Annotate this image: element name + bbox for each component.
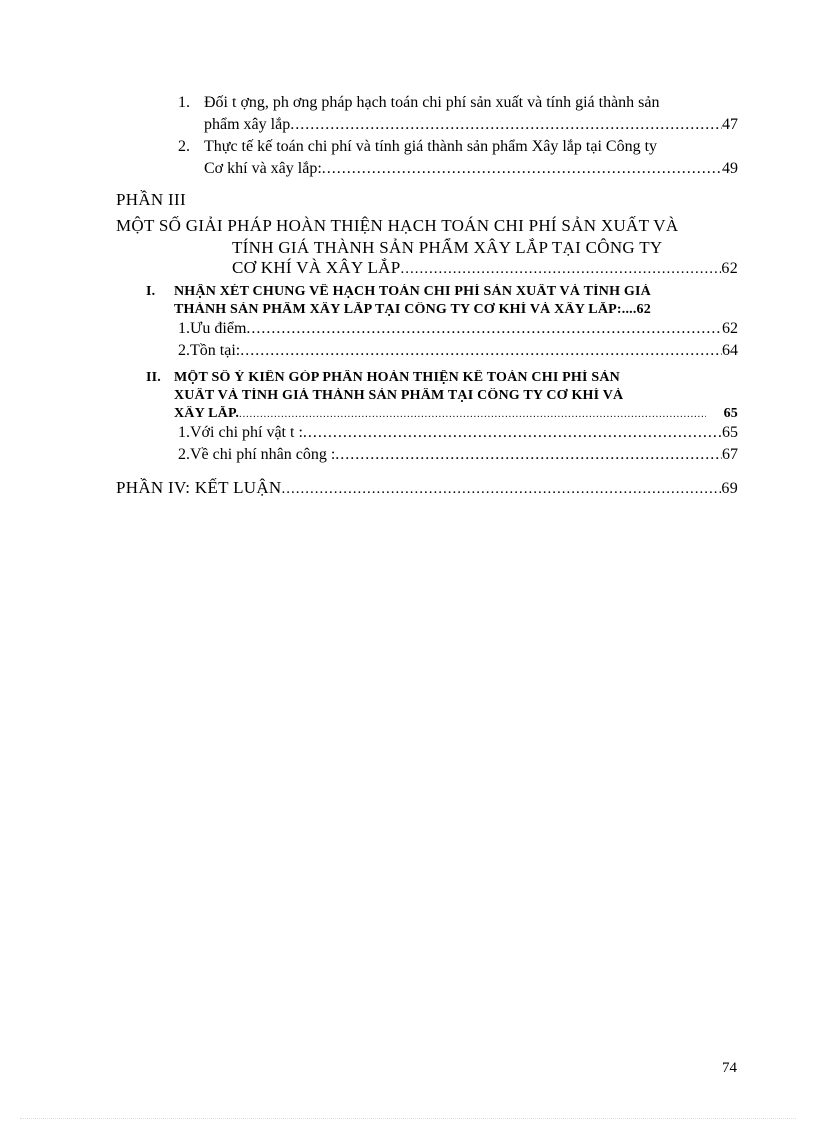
part-3-title-line3[interactable] xyxy=(232,258,738,278)
toc-item-3-1-1[interactable] xyxy=(178,320,738,338)
section-title: XÂY LẮP. xyxy=(174,406,240,421)
toc-item-text: Đối t ợng, ph ơng pháp hạch toán chi phí sản xuất và tính giá thành sản xyxy=(204,94,660,111)
section-1-line2[interactable] xyxy=(174,302,738,318)
part-title-text: CƠ KHÍ VÀ XÂY LẮP xyxy=(232,258,401,277)
part-title-text: PHẦN IV: KẾT LUẬN xyxy=(116,478,282,497)
section-number: I. xyxy=(146,284,156,299)
toc-page-number: 65 xyxy=(722,424,738,441)
toc-item-3-2-2[interactable] xyxy=(178,446,738,464)
section-2-line2 xyxy=(174,388,738,404)
toc-item-text: phẩm xây lắp xyxy=(204,116,291,133)
toc-page-number: 47 xyxy=(722,116,738,133)
toc-item-number: 2. xyxy=(178,342,190,359)
section-1-line1 xyxy=(146,284,738,300)
section-2-line3[interactable] xyxy=(174,406,738,422)
toc-item-number: 2. xyxy=(178,138,190,155)
dot-leader xyxy=(401,261,722,278)
toc-item-number: 1. xyxy=(178,320,190,337)
dot-leader xyxy=(335,446,722,464)
toc-item-text: Ưu điểm xyxy=(190,320,247,337)
dot-leader xyxy=(246,320,722,338)
toc-page-number: 62 xyxy=(722,320,738,337)
toc-page-number: 62 xyxy=(721,260,738,277)
part-label-text: PHẦN III xyxy=(116,190,186,209)
section-title: XUẤT VÀ TÍNH GIÁ THÀNH SẢN PHẨM TẠI CÔNG TY CƠ KHÍ VÀ xyxy=(174,388,624,403)
toc-item-text: Thực tế kế toán chi phí và tính giá thành sản phẩm Xây lắp tại Công ty xyxy=(204,138,658,155)
toc-item-text: Về chi phí nhân công : xyxy=(190,446,336,463)
section-title: THÀNH SẢN PHẨM XÂY LẮP TẠI CÔNG TY CƠ KHÍ VÀ XÂY LẮP:....62 xyxy=(174,302,651,317)
toc-item-2-1-line1 xyxy=(178,94,738,112)
toc-page-number: 64 xyxy=(722,342,738,359)
toc-item-2-1-line2[interactable] xyxy=(204,116,738,134)
toc-page-number: 49 xyxy=(722,160,738,177)
toc-item-number: 1. xyxy=(178,424,190,441)
section-title: MỘT SỐ Ý KIẾN GÓP PHẦN HOÀN THIỆN KẾ TOÁN CHI PHÍ SẢN xyxy=(174,370,620,385)
part-3-title-line1 xyxy=(116,216,738,236)
dot-leader xyxy=(282,481,722,498)
toc-item-text: Với chi phí vật t : xyxy=(190,424,303,441)
dot-leader xyxy=(240,342,722,360)
dot-leader xyxy=(290,116,722,134)
section-title: NHẬN XÉT CHUNG VỀ HẠCH TOÁN CHI PHÍ SẢN XUẤT VÀ TÍNH GIÁ xyxy=(174,284,651,299)
toc-item-3-1-2[interactable] xyxy=(178,342,738,360)
dot-leader xyxy=(303,424,722,442)
part-3-title-line2 xyxy=(232,238,738,258)
footer-divider xyxy=(20,1118,796,1119)
part-4-entry[interactable] xyxy=(116,478,738,498)
toc-item-3-2-1[interactable] xyxy=(178,424,738,442)
toc-page-number: 67 xyxy=(722,446,738,463)
section-number: II. xyxy=(146,370,161,385)
dot-leader xyxy=(239,409,705,420)
part-title-text: MỘT SỐ GIẢI PHÁP HOÀN THIỆN HẠCH TOÁN CHI PHÍ SẢN XUẤT VÀ xyxy=(116,216,679,235)
toc-item-number: 1. xyxy=(178,94,190,111)
part-title-text: TÍNH GIÁ THÀNH SẢN PHẨM XÂY LẮP TẠI CÔNG TY xyxy=(232,238,663,257)
toc-item-number: 2. xyxy=(178,446,190,463)
toc-page-number: 65 xyxy=(723,406,738,421)
toc-item-2-2-line2[interactable] xyxy=(204,160,738,178)
toc-item-text: Cơ khí và xây lắp: xyxy=(204,160,322,177)
toc-item-2-2-line1 xyxy=(178,138,738,156)
dot-leader xyxy=(322,160,722,178)
page-number: 74 xyxy=(722,1060,737,1076)
toc-page-number: 69 xyxy=(721,480,738,497)
part-3-label xyxy=(116,190,186,210)
toc-item-text: Tồn tại: xyxy=(190,342,241,359)
section-2-line1 xyxy=(146,370,738,386)
